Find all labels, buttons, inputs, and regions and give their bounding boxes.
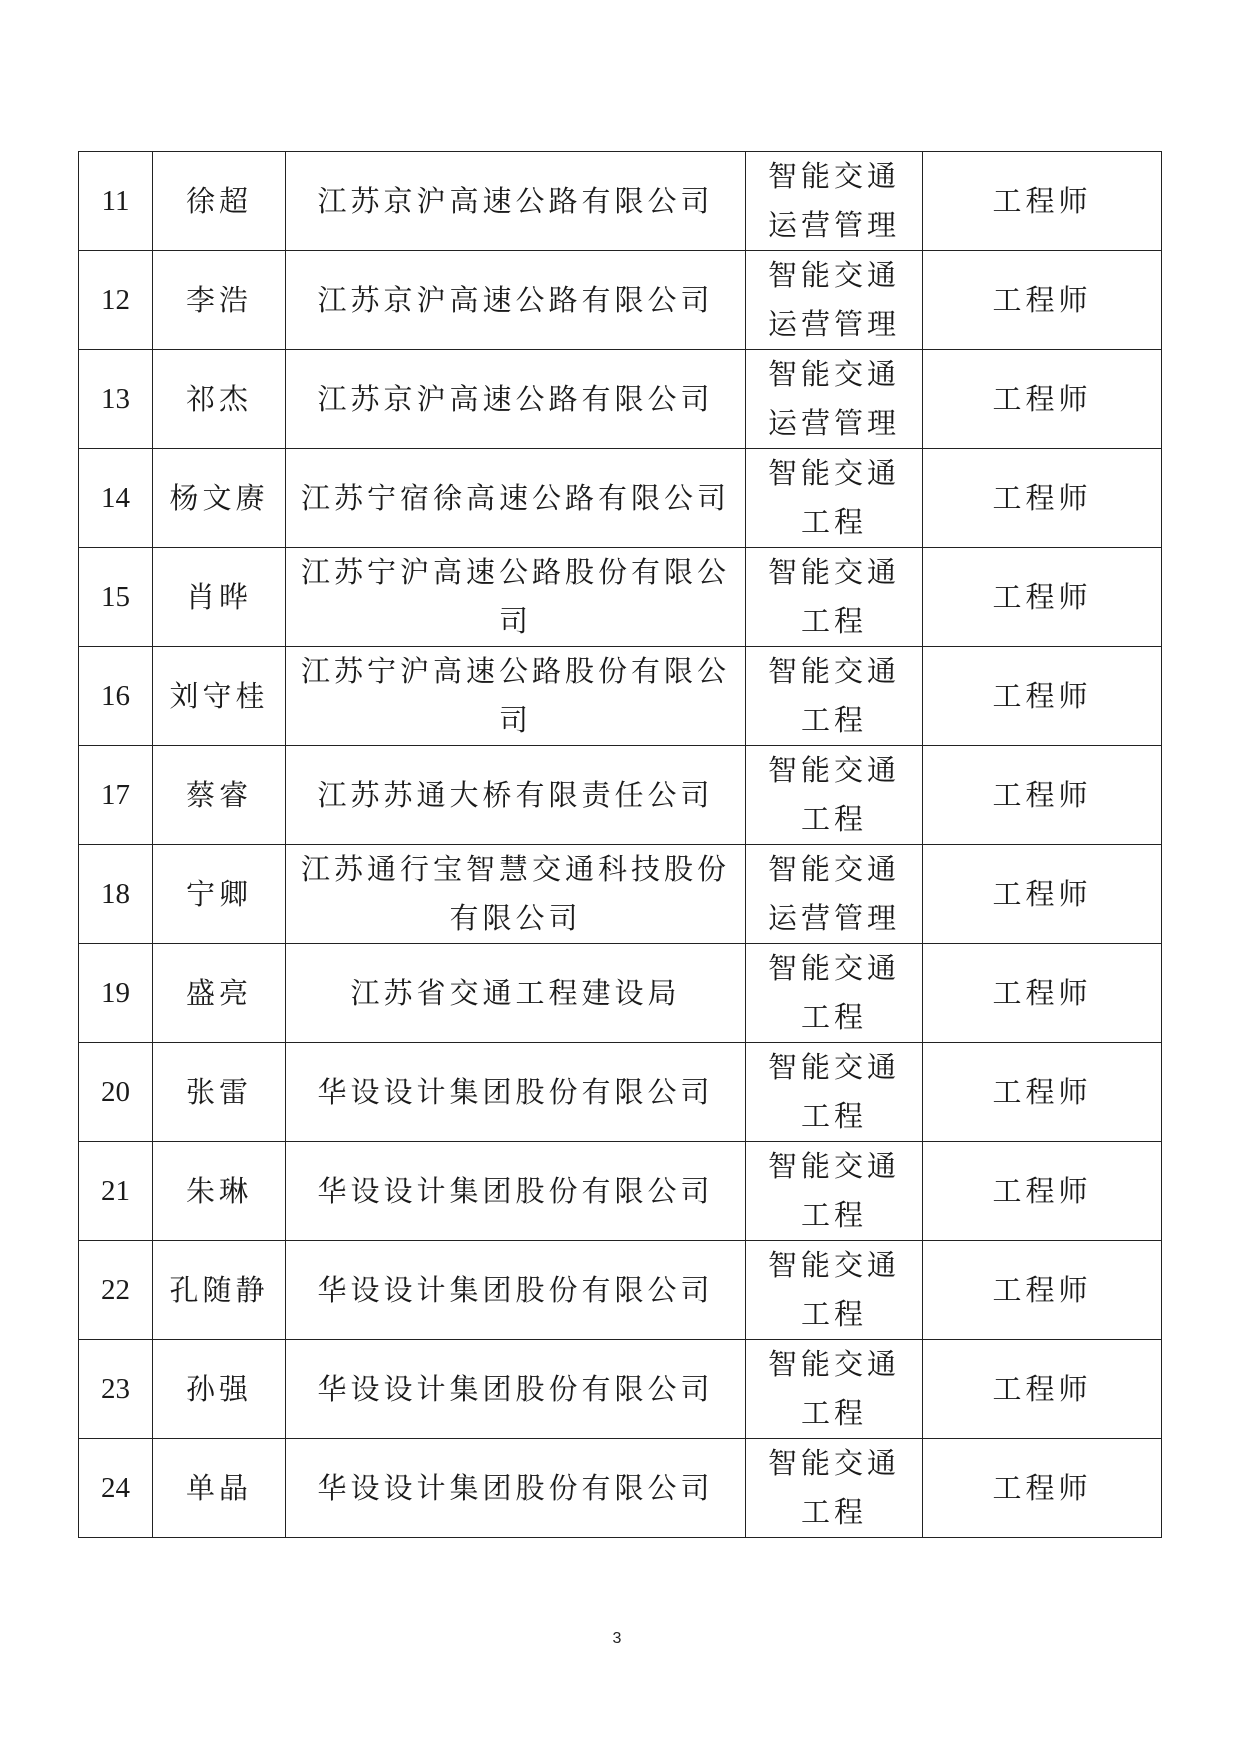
cell-professional-title: 工程师 xyxy=(923,746,1162,845)
cell-name: 单晶 xyxy=(153,1439,286,1538)
table-row xyxy=(79,548,1162,647)
cell-number: 22 xyxy=(79,1241,153,1340)
cell-organization: 江苏宁沪高速公路股份有限公司 xyxy=(286,647,746,746)
cell-organization: 江苏省交通工程建设局 xyxy=(286,944,746,1043)
table-row xyxy=(79,845,1162,944)
cell-specialty: 智能交通运营管理 xyxy=(746,251,923,350)
cell-organization: 华设设计集团股份有限公司 xyxy=(286,1439,746,1538)
cell-professional-title: 工程师 xyxy=(923,1043,1162,1142)
table-row xyxy=(79,1043,1162,1142)
cell-number: 24 xyxy=(79,1439,153,1538)
cell-name: 李浩 xyxy=(153,251,286,350)
cell-organization: 江苏通行宝智慧交通科技股份有限公司 xyxy=(286,845,746,944)
roster-table-body xyxy=(79,152,1162,1538)
cell-organization: 华设设计集团股份有限公司 xyxy=(286,1043,746,1142)
cell-organization: 江苏宁沪高速公路股份有限公司 xyxy=(286,548,746,647)
cell-specialty: 智能交通工程 xyxy=(746,1340,923,1439)
cell-number: 23 xyxy=(79,1340,153,1439)
cell-name: 祁杰 xyxy=(153,350,286,449)
cell-name: 蔡睿 xyxy=(153,746,286,845)
cell-number: 17 xyxy=(79,746,153,845)
cell-professional-title: 工程师 xyxy=(923,1142,1162,1241)
cell-name: 肖晔 xyxy=(153,548,286,647)
cell-organization: 江苏京沪高速公路有限公司 xyxy=(286,350,746,449)
table-row xyxy=(79,1340,1162,1439)
table-row xyxy=(79,944,1162,1043)
table-row xyxy=(79,152,1162,251)
cell-organization: 华设设计集团股份有限公司 xyxy=(286,1142,746,1241)
cell-professional-title: 工程师 xyxy=(923,350,1162,449)
cell-name: 张雷 xyxy=(153,1043,286,1142)
cell-number: 11 xyxy=(79,152,153,251)
table-row xyxy=(79,746,1162,845)
cell-professional-title: 工程师 xyxy=(923,548,1162,647)
cell-professional-title: 工程师 xyxy=(923,647,1162,746)
cell-number: 18 xyxy=(79,845,153,944)
cell-specialty: 智能交通工程 xyxy=(746,1043,923,1142)
cell-number: 20 xyxy=(79,1043,153,1142)
cell-name: 宁卿 xyxy=(153,845,286,944)
table-row xyxy=(79,1241,1162,1340)
cell-specialty: 智能交通工程 xyxy=(746,746,923,845)
cell-specialty: 智能交通工程 xyxy=(746,1142,923,1241)
cell-number: 16 xyxy=(79,647,153,746)
table-row xyxy=(79,1439,1162,1538)
cell-specialty: 智能交通工程 xyxy=(746,647,923,746)
cell-name: 孔随静 xyxy=(153,1241,286,1340)
cell-number: 13 xyxy=(79,350,153,449)
cell-specialty: 智能交通运营管理 xyxy=(746,152,923,251)
table-row xyxy=(79,350,1162,449)
cell-number: 15 xyxy=(79,548,153,647)
cell-number: 19 xyxy=(79,944,153,1043)
cell-number: 12 xyxy=(79,251,153,350)
cell-organization: 江苏宁宿徐高速公路有限公司 xyxy=(286,449,746,548)
cell-organization: 江苏苏通大桥有限责任公司 xyxy=(286,746,746,845)
table-row xyxy=(79,1142,1162,1241)
cell-name: 朱琳 xyxy=(153,1142,286,1241)
cell-professional-title: 工程师 xyxy=(923,1241,1162,1340)
cell-professional-title: 工程师 xyxy=(923,845,1162,944)
cell-name: 徐超 xyxy=(153,152,286,251)
cell-specialty: 智能交通工程 xyxy=(746,944,923,1043)
cell-specialty: 智能交通工程 xyxy=(746,449,923,548)
cell-professional-title: 工程师 xyxy=(923,944,1162,1043)
cell-professional-title: 工程师 xyxy=(923,1439,1162,1538)
table-row xyxy=(79,251,1162,350)
roster-table xyxy=(78,151,1162,1538)
cell-professional-title: 工程师 xyxy=(923,152,1162,251)
cell-specialty: 智能交通运营管理 xyxy=(746,845,923,944)
cell-professional-title: 工程师 xyxy=(923,449,1162,548)
cell-organization: 华设设计集团股份有限公司 xyxy=(286,1340,746,1439)
table-row xyxy=(79,449,1162,548)
table-row xyxy=(79,647,1162,746)
cell-name: 盛亮 xyxy=(153,944,286,1043)
cell-specialty: 智能交通工程 xyxy=(746,1439,923,1538)
cell-professional-title: 工程师 xyxy=(923,251,1162,350)
cell-specialty: 智能交通运营管理 xyxy=(746,350,923,449)
cell-organization: 华设设计集团股份有限公司 xyxy=(286,1241,746,1340)
cell-name: 孙强 xyxy=(153,1340,286,1439)
page-number: 3 xyxy=(612,1630,622,1647)
cell-number: 14 xyxy=(79,449,153,548)
cell-number: 21 xyxy=(79,1142,153,1241)
cell-specialty: 智能交通工程 xyxy=(746,1241,923,1340)
cell-organization: 江苏京沪高速公路有限公司 xyxy=(286,251,746,350)
cell-specialty: 智能交通工程 xyxy=(746,548,923,647)
cell-organization: 江苏京沪高速公路有限公司 xyxy=(286,152,746,251)
cell-name: 刘守桂 xyxy=(153,647,286,746)
cell-name: 杨文赓 xyxy=(153,449,286,548)
cell-professional-title: 工程师 xyxy=(923,1340,1162,1439)
